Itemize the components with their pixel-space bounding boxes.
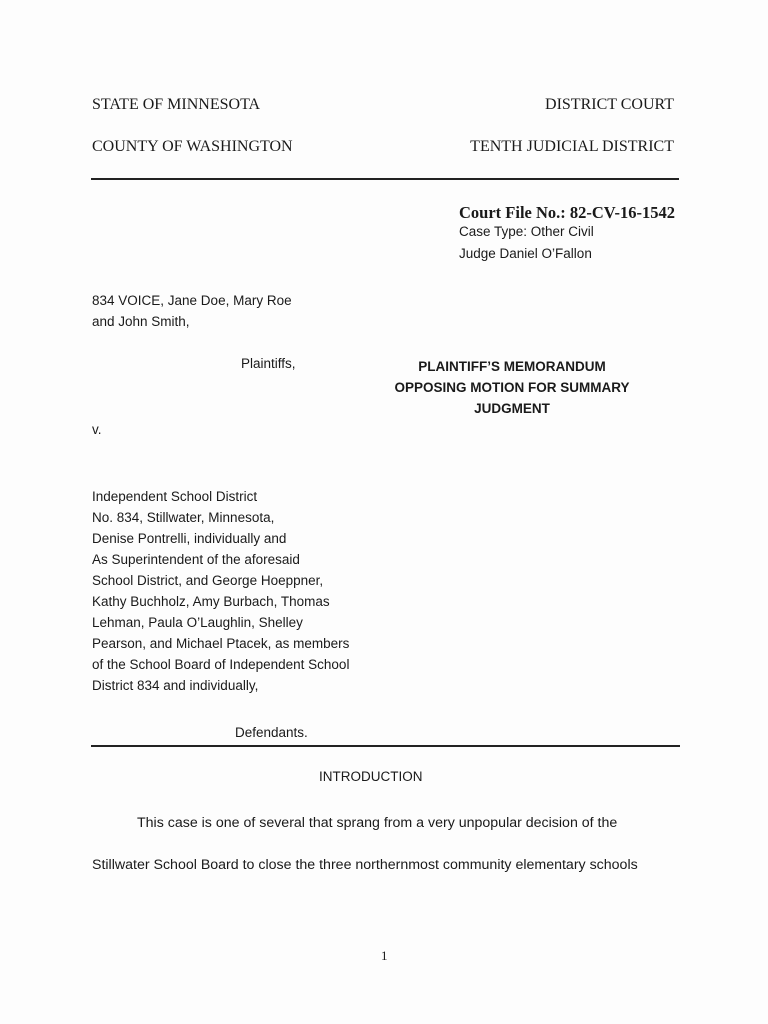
- title-line: PLAINTIFF’S MEMORANDUM: [418, 359, 606, 374]
- title-line: OPPOSING MOTION FOR SUMMARY: [394, 380, 630, 395]
- defendants-line: Lehman, Paula O’Laughlin, Shelley: [92, 615, 303, 630]
- case-type: Case Type: Other Civil: [459, 224, 594, 239]
- plaintiffs-role: Plaintiffs,: [241, 356, 296, 371]
- county-name: COUNTY OF WASHINGTON: [92, 138, 293, 155]
- defendants-line: School District, and George Hoeppner,: [92, 573, 324, 588]
- defendants-line: Pearson, and Michael Ptacek, as members: [92, 636, 350, 651]
- defendants-names: [92, 486, 349, 696]
- title-line: JUDGMENT: [474, 401, 550, 416]
- plaintiffs-line: 834 VOICE, Jane Doe, Mary Roe: [92, 293, 292, 308]
- defendants-line: of the School Board of Independent School: [92, 657, 350, 672]
- plaintiffs-names: [92, 290, 292, 332]
- plaintiffs-line: and John Smith,: [92, 314, 190, 329]
- defendants-role: Defendants.: [235, 725, 308, 740]
- body-text-line: Stillwater School Board to close the three northernmost community elementary schools: [92, 857, 638, 873]
- defendants-line: Kathy Buchholz, Amy Burbach, Thomas: [92, 594, 330, 609]
- page-number: 1: [381, 948, 388, 963]
- defendants-line: District 834 and individually,: [92, 678, 259, 693]
- caption-divider: [91, 745, 680, 747]
- judicial-district: TENTH JUDICIAL DISTRICT: [470, 138, 674, 155]
- versus: v.: [92, 422, 102, 437]
- introduction-heading: INTRODUCTION: [319, 769, 423, 784]
- defendants-line: No. 834, Stillwater, Minnesota,: [92, 510, 275, 525]
- defendants-line: Denise Pontrelli, individually and: [92, 531, 287, 546]
- body-text-line: This case is one of several that sprang from a very unpopular decision of the: [137, 815, 618, 831]
- document-title: [394, 356, 629, 419]
- court-name: DISTRICT COURT: [545, 96, 674, 113]
- court-file-number: Court File No.: 82-CV-16-1542: [459, 203, 675, 222]
- header-divider: [91, 178, 679, 180]
- defendants-line: As Superintendent of the aforesaid: [92, 552, 300, 567]
- state-name: STATE OF MINNESOTA: [92, 96, 261, 113]
- defendants-line: Independent School District: [92, 489, 258, 504]
- judge-name: Judge Daniel O’Fallon: [459, 246, 592, 261]
